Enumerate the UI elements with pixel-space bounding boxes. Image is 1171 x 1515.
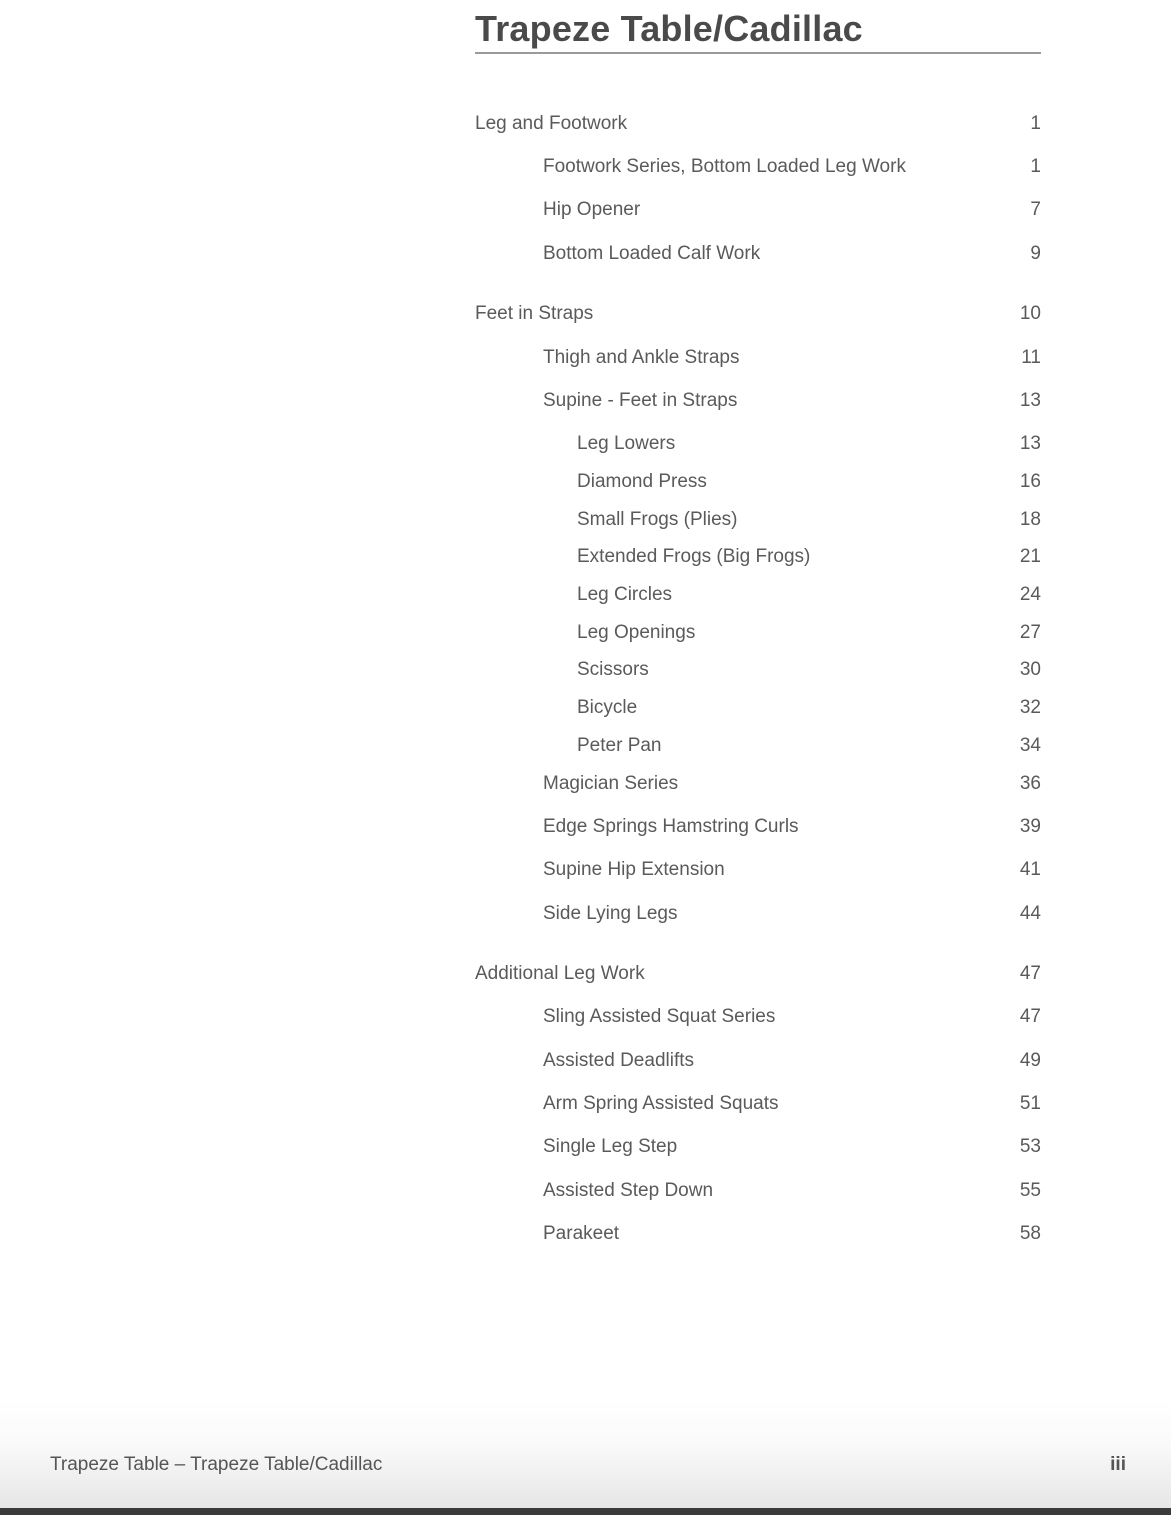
toc-subitem-leg-openings[interactable] (577, 620, 1041, 646)
toc-section-leg-and-footwork[interactable] (475, 111, 1041, 137)
toc-entry-title: Thigh and Ankle Straps (543, 347, 740, 368)
toc-entry-page: 39 (1019, 816, 1041, 837)
toc-subitem-leg-circles[interactable] (577, 582, 1041, 608)
toc-subitem-small-frogs[interactable] (577, 507, 1041, 533)
toc-item-side-lying-legs[interactable] (543, 901, 1041, 927)
toc-entry-page: 58 (1019, 1223, 1041, 1244)
toc-entry-page: 21 (1019, 546, 1041, 567)
toc-entry-title: Parakeet (543, 1223, 620, 1244)
toc-item-magician-series[interactable] (543, 771, 1041, 797)
toc-entry-page: 1 (1030, 113, 1041, 134)
toc-subitem-leg-lowers[interactable] (577, 431, 1041, 457)
toc-item-hip-opener[interactable] (543, 197, 1041, 223)
toc-subitem-extended-frogs[interactable] (577, 544, 1041, 570)
toc-entry-page: 41 (1019, 859, 1041, 880)
toc-entry-title: Hip Opener (543, 199, 641, 220)
toc-entry-page: 27 (1019, 622, 1041, 643)
toc-entry-title: Leg Openings (577, 622, 696, 643)
toc-entry-page: 53 (1019, 1136, 1041, 1157)
toc-entry-page: 47 (1019, 1006, 1041, 1027)
toc-entry-title: Peter Pan (577, 735, 662, 756)
toc-item-edge-springs-hamstring-curls[interactable] (543, 814, 1041, 840)
title-underline (475, 52, 1041, 54)
toc-entry-page: 13 (1019, 390, 1041, 411)
toc-subitem-scissors[interactable] (577, 657, 1041, 683)
toc-item-sling-assisted-squat-series[interactable] (543, 1004, 1041, 1030)
toc-entry-page: 44 (1019, 903, 1041, 924)
toc-subitem-peter-pan[interactable] (577, 733, 1041, 759)
toc-section-additional-leg-work[interactable] (475, 961, 1041, 987)
toc-entry-title: Scissors (577, 659, 649, 680)
toc-subitem-diamond-press[interactable] (577, 469, 1041, 495)
toc-section-feet-in-straps[interactable] (475, 301, 1041, 327)
toc-entry-page: 30 (1019, 659, 1041, 680)
toc-entry-title: Sling Assisted Squat Series (543, 1006, 776, 1027)
toc-item-supine-hip-extension[interactable] (543, 857, 1041, 883)
toc-subitem-bicycle[interactable] (577, 695, 1041, 721)
toc-entry-title: Edge Springs Hamstring Curls (543, 816, 799, 837)
toc-entry-title: Additional Leg Work (475, 963, 645, 984)
toc-entry-page: 32 (1019, 697, 1041, 718)
toc-entry-title: Footwork Series, Bottom Loaded Leg Work (543, 156, 906, 177)
toc-entry-page: 34 (1019, 735, 1041, 756)
toc-entry-title: Arm Spring Assisted Squats (543, 1093, 779, 1114)
footer-running-title: Trapeze Table – Trapeze Table/Cadillac (50, 1454, 383, 1475)
page-title: Trapeze Table/Cadillac (475, 8, 863, 49)
toc-entry-title: Extended Frogs (Big Frogs) (577, 546, 811, 567)
toc-entry-title: Side Lying Legs (543, 903, 678, 924)
toc-item-bottom-loaded-calf-work[interactable] (543, 241, 1041, 267)
toc-entry-page: 13 (1019, 433, 1041, 454)
toc-entry-page: 47 (1019, 963, 1041, 984)
toc-entry-page: 18 (1019, 509, 1041, 530)
toc-entry-page: 9 (1030, 243, 1041, 264)
toc-item-assisted-step-down[interactable] (543, 1178, 1041, 1204)
toc-entry-page: 51 (1019, 1093, 1041, 1114)
toc-entry-title: Feet in Straps (475, 303, 594, 324)
toc-entry-page: 24 (1019, 584, 1041, 605)
toc-entry-title: Single Leg Step (543, 1136, 678, 1157)
toc-entry-title: Supine Hip Extension (543, 859, 725, 880)
toc-entry-title: Assisted Step Down (543, 1180, 714, 1201)
toc-entry-title: Leg Circles (577, 584, 673, 605)
toc-item-supine-feet-in-straps[interactable] (543, 388, 1041, 414)
toc-item-footwork-series[interactable] (543, 154, 1041, 180)
footer-page-number: iii (1110, 1454, 1126, 1475)
toc-entry-page: 49 (1019, 1050, 1041, 1071)
toc-item-parakeet[interactable] (543, 1221, 1041, 1247)
toc-entry-page: 11 (1021, 347, 1041, 368)
toc-entry-title: Supine - Feet in Straps (543, 390, 738, 411)
toc-item-single-leg-step[interactable] (543, 1134, 1041, 1160)
toc-item-assisted-deadlifts[interactable] (543, 1048, 1041, 1074)
toc-entry-title: Bicycle (577, 697, 638, 718)
toc-entry-title: Magician Series (543, 773, 679, 794)
toc-entry-title: Leg Lowers (577, 433, 676, 454)
page-edge (0, 1508, 1171, 1515)
toc-item-arm-spring-assisted-squats[interactable] (543, 1091, 1041, 1117)
toc-entry-title: Bottom Loaded Calf Work (543, 243, 761, 264)
toc-entry-title: Small Frogs (Plies) (577, 509, 738, 530)
toc-entry-title: Assisted Deadlifts (543, 1050, 695, 1071)
toc-item-thigh-and-ankle-straps[interactable] (543, 345, 1041, 371)
toc-entry-page: 55 (1019, 1180, 1041, 1201)
toc-entry-title: Leg and Footwork (475, 113, 628, 134)
toc-entry-page: 1 (1030, 156, 1041, 177)
toc-entry-page: 16 (1019, 471, 1041, 492)
toc-entry-title: Diamond Press (577, 471, 707, 492)
toc-entry-page: 7 (1030, 199, 1041, 220)
toc-entry-page: 36 (1019, 773, 1041, 794)
toc-entry-page: 10 (1019, 303, 1041, 324)
